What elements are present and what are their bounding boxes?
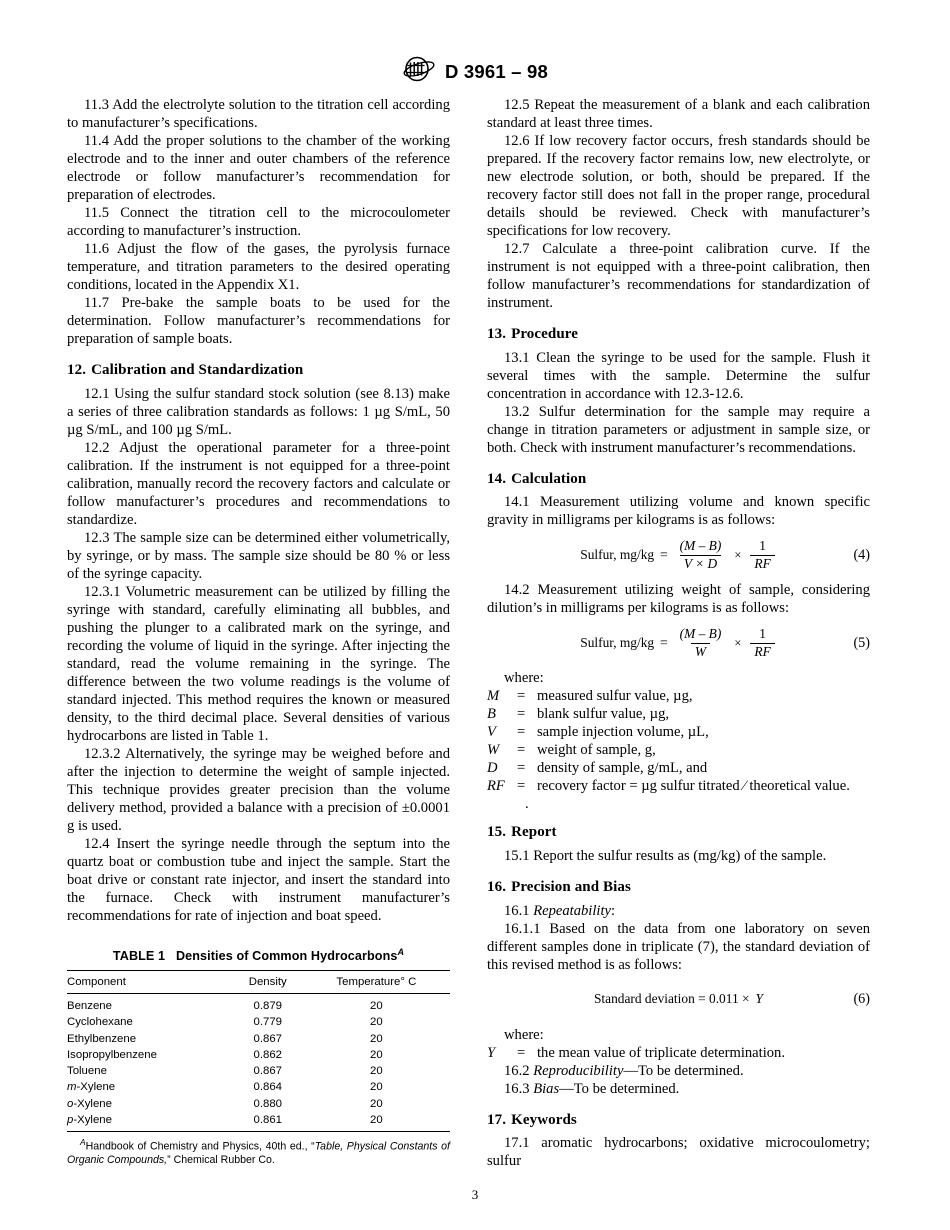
equation-5-fraction-1 <box>676 627 726 659</box>
section-title-15: Report <box>511 824 557 841</box>
paragraph-16-1-1: 16.1.1 Based on the data from one laboratory on seven different samples done in triplicate (7), the standard deviation of this revised method is as follows: <box>487 920 870 973</box>
definition-symbol: D <box>487 760 498 777</box>
column-header-density: Density <box>233 970 303 993</box>
cell-component <box>67 1014 233 1030</box>
paragraph-16-1-italic: Repeatability <box>533 902 611 919</box>
paragraph-11-5: 11.5 Connect the titration cell to the microcoulometer according to manufacturer’s instruction. <box>67 205 450 240</box>
section-heading-13 <box>487 325 870 344</box>
definition-symbol: W <box>487 742 500 759</box>
paragraph-16-2-number: 16.2 <box>504 1062 534 1079</box>
paragraph-12-7: 12.7 Calculate a three-point calibration curve. If the instrument is not equipped with a three-point calibration, then follow manufacturer’s recommendations for standardization of instrument. <box>487 241 870 312</box>
definition-symbol: B <box>487 706 496 723</box>
cell-density: 0.861 <box>253 1113 282 1126</box>
paragraph-16-2 <box>487 1062 870 1080</box>
paragraph-12-2: 12.2 Adjust the operational parameter for a three-point calibration. If the instrument is not equipped for a three-point calibration, manually record the recovery factors and calculate or follow manufacturer’s procedures and recommendations to standardize. <box>67 439 450 528</box>
paragraph-11-4: 11.4 Add the proper solutions to the chamber of the working electrode and to the inner and outer chambers of the reference electrode or follow manufacturer’s recommendation for preparation of electrodes. <box>67 133 450 204</box>
definition-row <box>487 705 870 723</box>
cell-temperature: 20 <box>370 1048 383 1061</box>
paragraph-13-1: 13.1 Clean the syringe to be used for the sample. Flush it several times with the sample. Determine the sulfur concentration in accordance with 12.3-12.6. <box>487 349 870 402</box>
paragraph-16-1-tail: : <box>611 902 616 919</box>
equation-5-number: (5) <box>853 634 870 651</box>
cell-density: 0.879 <box>253 1000 282 1013</box>
equation-4-body <box>580 539 777 571</box>
paragraph-16-3-number: 16.3 <box>504 1080 534 1097</box>
paragraph-16-2-tail: —To be determined. <box>623 1062 744 1079</box>
equation-5-body <box>580 627 777 659</box>
column-header-component: Component <box>67 970 233 993</box>
equation-5-equals: = <box>660 635 668 651</box>
cell-component <box>67 1079 233 1095</box>
definition-row <box>487 759 870 777</box>
page-header <box>0 56 950 87</box>
equation-4-frac1-denominator: V × D <box>680 555 721 572</box>
column-header-temperature: Temperature° C <box>303 970 450 993</box>
table-caption <box>67 947 450 965</box>
section-heading-16 <box>487 878 870 897</box>
definition-text: weight of sample, g, <box>537 742 656 759</box>
cell-density: 0.867 <box>253 1032 282 1045</box>
definition-list-14 <box>487 687 870 813</box>
paragraph-11-7: 11.7 Pre-bake the sample boats to be used for the determination. Follow manufacturer’s recommendations for preparation of sample boats. <box>67 295 450 348</box>
cell-component-italic-prefix: p <box>67 1113 74 1126</box>
cell-component <box>67 1096 233 1112</box>
table-row <box>67 1079 450 1095</box>
cell-temperature: 20 <box>370 1097 383 1110</box>
section-number-17: 17. <box>487 1111 507 1128</box>
paragraph-16-2-italic: Reproducibility <box>533 1062 624 1079</box>
where-label-14: where: <box>504 670 544 687</box>
cell-component-text: Toluene <box>67 1065 107 1078</box>
cell-component <box>67 1030 233 1046</box>
right-column <box>487 96 870 1170</box>
cell-temperature: 20 <box>370 1081 383 1094</box>
table-row <box>67 1096 450 1112</box>
section-number-12: 12. <box>67 362 87 379</box>
cell-temperature: 20 <box>370 1065 383 1078</box>
section-title-17: Keywords <box>511 1111 577 1128</box>
equation-5-frac2-numerator: 1 <box>759 626 766 642</box>
paragraph-12-3: 12.3 The sample size can be determined either volumetrically, by syringe, or by mass. The sample size should be 80 % or less of the syringe capacity. <box>67 529 450 582</box>
page-number: 3 <box>471 1187 479 1202</box>
definition-text: blank sulfur value, µg, <box>537 706 670 723</box>
cell-density: 0.779 <box>253 1016 282 1029</box>
cell-component-text: -Xylene <box>76 1081 116 1094</box>
left-column <box>67 96 450 1168</box>
cell-density: 0.867 <box>253 1065 282 1078</box>
table-caption-label: TABLE 1 <box>112 949 166 964</box>
section-title-13: Procedure <box>511 326 579 343</box>
definition-equals: = <box>517 760 526 777</box>
paragraph-12-1: 12.1 Using the sulfur standard stock solution (see 8.13) make a series of three calibration standards as follows: 1 µg S/mL, 50 µg S/mL, and 100 µg S/mL. <box>67 385 450 438</box>
definition-equals: = <box>517 778 526 795</box>
table-row <box>67 1063 450 1079</box>
equation-6-number: (6) <box>853 990 870 1007</box>
paragraph-13-2: 13.2 Sulfur determination for the sample may require a change in titration parameters or adjustment in sample size, or both. Check with instrument manufacturer’s recommendations. <box>487 403 870 456</box>
equation-6-text: Standard deviation = 0.011 × <box>593 991 750 1007</box>
equation-4-frac2-numerator: 1 <box>759 538 766 554</box>
table-row <box>67 1030 450 1046</box>
table-row <box>67 994 450 1015</box>
equation-4 <box>487 538 870 572</box>
cell-temperature: 20 <box>370 1032 383 1045</box>
cell-density: 0.862 <box>253 1048 282 1061</box>
section-number-15: 15. <box>487 824 507 841</box>
table-row <box>67 1047 450 1063</box>
table-footnote-marker: A <box>80 1136 86 1147</box>
paragraph-16-3-italic: Bias <box>533 1080 560 1097</box>
equation-4-frac2-denominator: RF <box>750 555 774 572</box>
trailing-dot: . <box>525 796 529 813</box>
equation-4-lhs: Sulfur, mg/kg <box>580 547 655 563</box>
definition-symbol: M <box>487 688 500 705</box>
definition-text: recovery factor = µg sulfur titrated ⁄ theoretical value. <box>537 778 850 795</box>
equation-5-fraction-2 <box>750 627 774 659</box>
equation-5 <box>487 626 870 660</box>
definition-equals: = <box>517 1044 526 1061</box>
cell-component-text: Benzene <box>67 1000 112 1013</box>
definition-row <box>487 741 870 759</box>
cell-component <box>67 1063 233 1079</box>
astm-logo <box>402 56 436 87</box>
cell-component-text: Isopropylbenzene <box>67 1048 157 1061</box>
densities-table <box>67 970 450 1131</box>
table-row <box>67 1014 450 1030</box>
paragraph-16-3-tail: —To be determined. <box>559 1080 680 1097</box>
equation-5-frac1-denominator: W <box>691 643 710 660</box>
cell-component-text: -Xylene <box>73 1113 112 1126</box>
section-heading-17 <box>487 1111 870 1130</box>
where-label-16: where: <box>504 1026 544 1043</box>
paragraph-12-5: 12.5 Repeat the measurement of a blank and each calibration standard at least three times. <box>487 97 870 132</box>
section-number-16: 16. <box>487 879 507 896</box>
paragraph-14-2: 14.2 Measurement utilizing weight of sample, considering dilution’s in milligrams per kilograms is as follows: <box>487 582 870 617</box>
document-title: D 3961 – 98 <box>444 60 548 82</box>
definition-equals: = <box>517 688 526 705</box>
section-number-14: 14. <box>487 470 507 487</box>
equation-5-frac2-denominator: RF <box>750 643 774 660</box>
equation-4-number: (4) <box>853 546 870 563</box>
definition-list-16 <box>487 1044 870 1062</box>
cell-component-italic-prefix: m <box>67 1081 77 1094</box>
table-caption-title: Densities of Common Hydrocarbons <box>175 949 398 964</box>
paragraph-12-6: 12.6 If low recovery factor occurs, fresh standards should be prepared. If the recovery factor remains low, new electrolyte, or new electrode solution, or both, should be prepared. If the recovery factor still does not fall in the proper range, procedural details should be reviewed. Check with manufacturer’s specifications for low recovery. <box>487 133 870 240</box>
definition-row <box>487 687 870 705</box>
definition-row <box>487 777 870 795</box>
paragraph-16-3 <box>487 1080 870 1098</box>
paragraph-16-1 <box>487 902 870 920</box>
paragraph-11-6: 11.6 Adjust the flow of the gases, the pyrolysis furnace temperature, and titration parameters to the desired operating conditions, located in the Appendix X1. <box>67 241 450 294</box>
section-heading-14 <box>487 470 870 489</box>
table-bottom-rule <box>67 1131 450 1132</box>
equation-5-lhs: Sulfur, mg/kg <box>580 635 655 651</box>
cell-temperature: 20 <box>370 1113 383 1126</box>
section-number-13: 13. <box>487 326 507 343</box>
equation-4-equals: = <box>660 547 668 563</box>
definition-equals: = <box>517 706 526 723</box>
equation-5-times: × <box>734 635 742 650</box>
definition-row <box>487 1044 870 1062</box>
table-footnote-part2: ” Chemical Rubber Co. <box>167 1154 275 1167</box>
definition-equals: = <box>517 724 526 741</box>
paragraph-15-1: 15.1 Report the sulfur results as (mg/kg) of the sample. <box>504 848 827 864</box>
table-caption-footnote-marker: A <box>397 947 405 958</box>
table-row <box>67 1112 450 1131</box>
cell-temperature: 20 <box>370 1000 383 1013</box>
cell-component-text: Cyclohexane <box>67 1016 133 1029</box>
paragraph-12-4: 12.4 Insert the syringe needle through the septum into the quartz boat or combustion tube and inject the sample. Start the boat drive or constant rate injector, and insert the standard into the furnace. Check with instrument manufacturer’s recommendations for rate of injection and boat speed. <box>67 836 450 925</box>
cell-density: 0.880 <box>253 1097 282 1110</box>
table-footnote-italic: Table, Physical Constants of Organic Compounds, <box>67 1140 450 1167</box>
paragraph-14-1: 14.1 Measurement utilizing volume and known specific gravity in milligrams per kilograms is as follows: <box>487 494 870 529</box>
definition-text: sample injection volume, µL, <box>537 724 709 741</box>
densities-table-body <box>67 994 450 1131</box>
paragraph-12-3-2: 12.3.2 Alternatively, the syringe may be weighed before and after the injection to determine the weight of sample injected. This technique provides greater precision than the volume delivery method, provided a balance with a precision of ±0.0001 g is used. <box>67 746 450 835</box>
equation-4-fraction-1 <box>676 539 726 571</box>
cell-component <box>67 994 233 1015</box>
equation-4-fraction-2 <box>750 539 774 571</box>
definition-text: density of sample, g/mL, and <box>537 760 708 777</box>
definition-symbol: V <box>487 724 496 741</box>
cell-component <box>67 1112 233 1131</box>
cell-component-text: -Xylene <box>73 1097 112 1110</box>
equation-6 <box>487 983 870 1017</box>
equation-6-variable: Y <box>755 991 763 1007</box>
paragraph-11-3: 11.3 Add the electrolyte solution to the titration cell according to manufacturer’s specifications. <box>67 97 450 132</box>
definition-text: the mean value of triplicate determination. <box>537 1044 785 1061</box>
paragraph-17-1: 17.1 aromatic hydrocarbons; oxidative microcoulometry; sulfur <box>487 1135 870 1170</box>
definition-row <box>487 723 870 741</box>
cell-density: 0.864 <box>253 1081 282 1094</box>
section-title-16: Precision and Bias <box>511 879 631 896</box>
section-heading-15 <box>487 823 870 842</box>
table-footnote-part1: Handbook of Chemistry and Physics, 40th ed., “ <box>85 1140 315 1153</box>
section-heading-12 <box>67 361 450 380</box>
section-title-14: Calculation <box>511 470 587 487</box>
definition-equals: = <box>517 742 526 759</box>
table-header-row <box>67 970 450 993</box>
definition-symbol: RF <box>487 778 505 795</box>
cell-component-italic-prefix: o <box>67 1097 74 1110</box>
definition-text: measured sulfur value, µg, <box>537 688 693 705</box>
cell-component-text: Ethylbenzene <box>67 1032 137 1045</box>
cell-component <box>67 1047 233 1063</box>
equation-5-frac1-numerator: (M – B) <box>679 626 722 642</box>
equation-6-body <box>594 991 763 1008</box>
table-footnote <box>67 1137 450 1168</box>
cell-temperature: 20 <box>370 1016 383 1029</box>
table-1 <box>67 947 450 1168</box>
paragraph-12-3-1: 12.3.1 Volumetric measurement can be utilized by filling the syringe with standard, carefully eliminating all bubbles, and pushing the plunger to a calibrated mark on the syringe, and recording the volume of liquid in the syringe. After injecting the standard, read the volume remaining in the syringe. The difference between the two volume readings is the volume of standard injected. This method requires the known or measured density, to the third decimal place. Several densities of various hydrocarbons are listed in Table 1. <box>67 583 450 745</box>
definition-symbol: Y <box>487 1044 496 1061</box>
equation-4-times: × <box>734 547 742 562</box>
section-title-12: Calibration and Standardization <box>91 362 304 379</box>
paragraph-16-1-number: 16.1 <box>504 902 534 919</box>
equation-4-frac1-numerator: (M – B) <box>679 538 722 554</box>
